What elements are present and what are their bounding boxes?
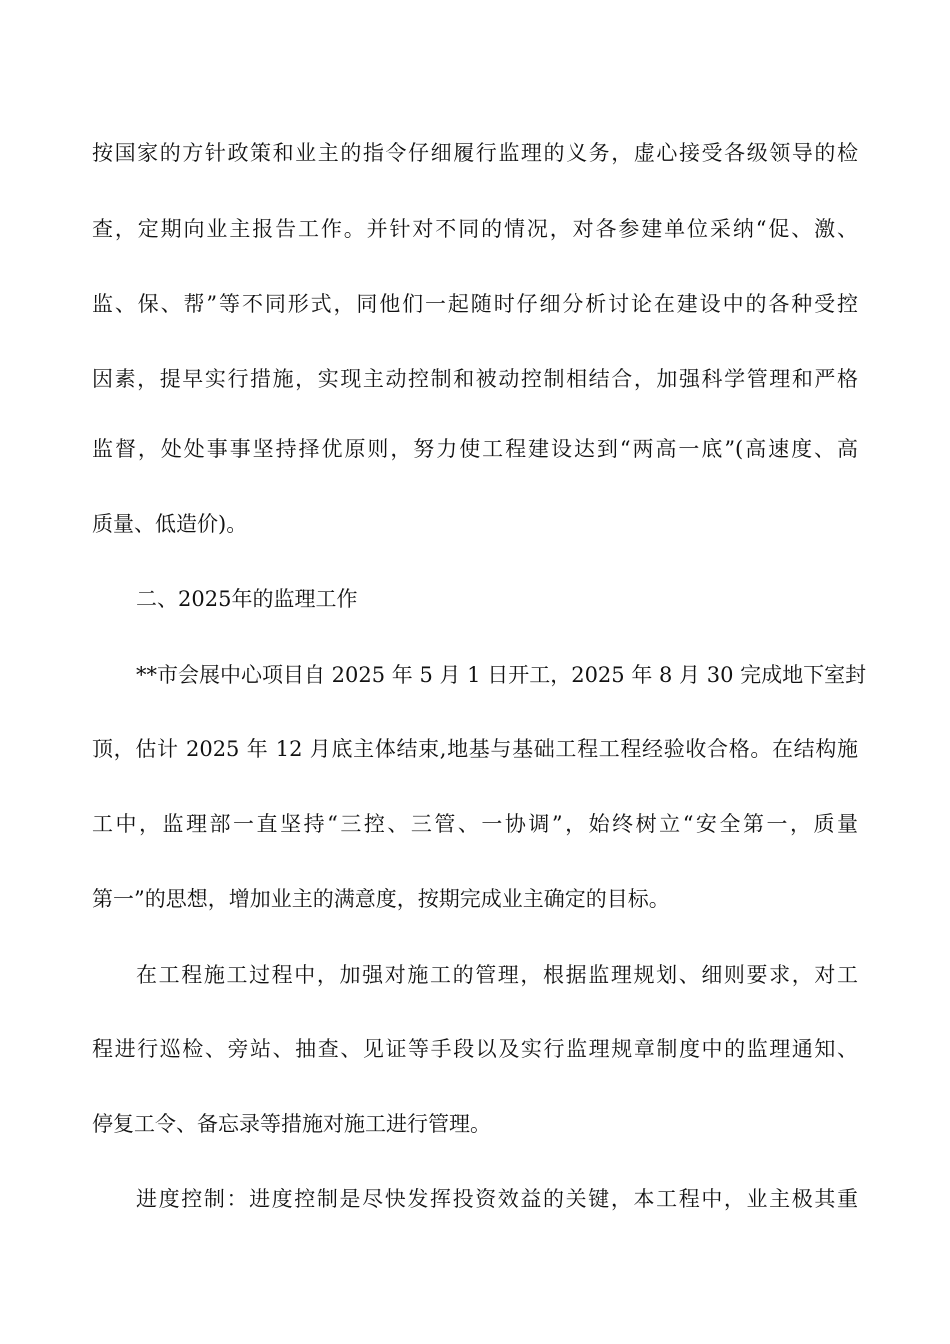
paragraph-line: 因素，提早实行措施，实现主动控制和被动控制相结合，加强科学管理和严格 [92, 367, 858, 391]
paragraph-line: 按国家的方针政策和业主的指令仔细履行监理的义务，虚心接受各级领导的检 [92, 141, 858, 165]
paragraph-line: 停复工令、备忘录等措施对施工进行管理。 [92, 1112, 491, 1136]
paragraph-line: 进度控制：进度控制是尽快发挥投资效益的关键，本工程中，业主极其重 [136, 1187, 858, 1211]
paragraph-line: 查，定期向业主报告工作。并针对不同的情况，对各参建单位采纳“促、激、 [92, 217, 858, 241]
section-heading: 二、2025年的监理工作 [136, 587, 358, 611]
paragraph-line: 监督，处处事事坚持择优原则，努力使工程建设达到“两高一底”(高速度、高 [92, 437, 858, 461]
paragraph-line: 第一”的思想，增加业主的满意度，按期完成业主确定的目标。 [92, 887, 670, 911]
paragraph-line: 顶，估计 2025 年 12 月底主体结束,地基与基础工程工程经验收合格。在结构施 [92, 737, 858, 761]
paragraph-line: 工中，监理部一直坚持“三控、三管、一协调”，始终树立“安全第一，质量 [92, 812, 858, 836]
paragraph-line: 在工程施工过程中，加强对施工的管理，根据监理规划、细则要求，对工 [136, 963, 858, 987]
paragraph-line: **市会展中心项目自 2025 年 5 月 1 日开工，2025 年 8 月 30 完成地下室封 [136, 663, 867, 687]
paragraph-line: 监、保、帮”等不同形式，同他们一起随时仔细分析讨论在建设中的各种受控 [92, 292, 858, 316]
paragraph-line: 程进行巡检、旁站、抽查、见证等手段以及实行监理规章制度中的监理通知、 [92, 1037, 858, 1061]
paragraph-line: 质量、低造价)。 [92, 512, 248, 536]
